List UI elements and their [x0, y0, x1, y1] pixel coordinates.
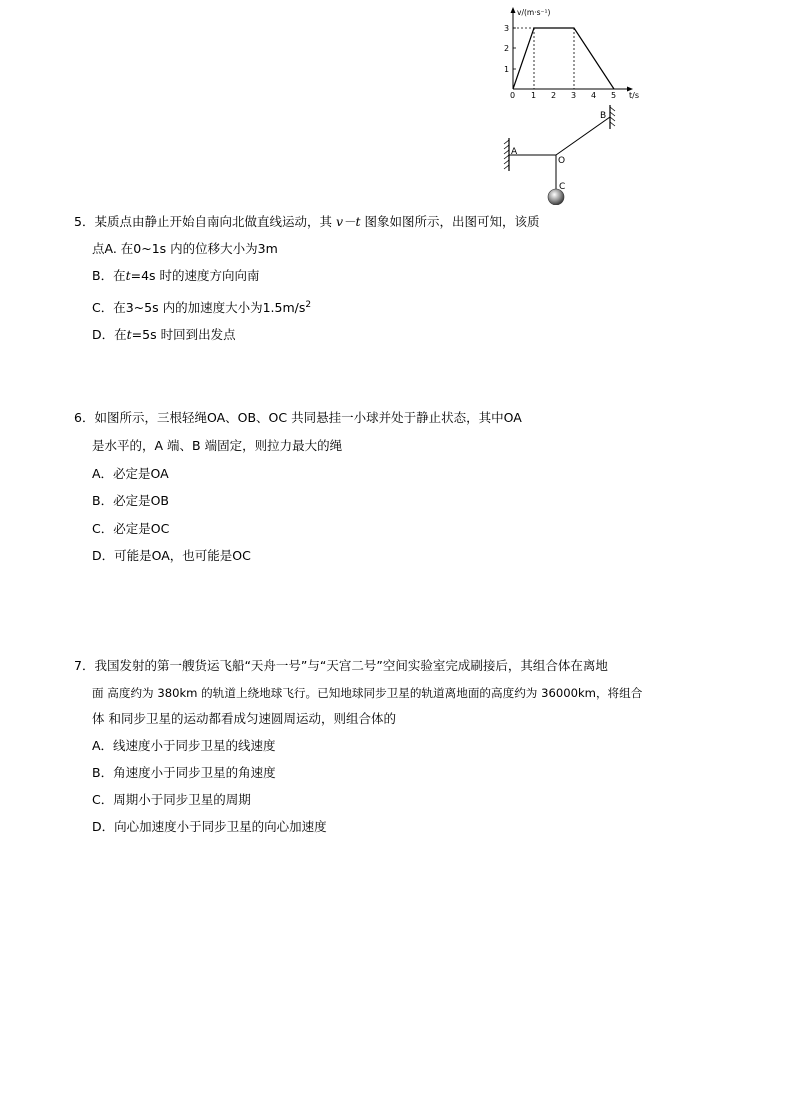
q5-option-c	[92, 300, 311, 316]
rope-ob	[556, 117, 610, 155]
vt-xtick-label-1: 1	[531, 91, 537, 100]
label-a: A	[511, 147, 518, 157]
q7-option-b: B．角速度小于同步卫星的角速度	[92, 765, 276, 780]
q5-option-d	[92, 327, 236, 343]
q7-line3: 体 和同步卫星的运动都看成匀速圆周运动，则组合体的	[92, 711, 396, 726]
vt-y-label: v/(m·s⁻¹)	[517, 8, 551, 17]
q5-option-c-main: C．在3~5s 内的加速度大小为1.5m/s	[92, 300, 306, 315]
q5-stem	[74, 214, 540, 230]
label-o: O	[558, 156, 566, 166]
vt-xtick-label-2: 2	[551, 91, 557, 100]
q5-option-d-var: t	[126, 327, 132, 342]
q7-stem: 7．我国发射的第一艘货运飞船“天舟一号”与“天宫二号”空间实验室完成刷接后，其组合体在离地	[74, 658, 608, 673]
vt-ytick-label-2: 2	[504, 44, 510, 53]
q5-option-d-suffix: =5s 时回到出发点	[131, 327, 236, 342]
q7-option-c: C．周期小于同步卫星的周期	[92, 792, 251, 807]
right-wall-hatch	[610, 107, 615, 126]
left-wall-hatch	[504, 140, 509, 169]
q5-line2: 点A. 在0~1s 内的位移大小为3m	[92, 241, 278, 256]
vt-curve	[513, 28, 614, 89]
vt-ytick-label-3: 3	[504, 24, 510, 33]
label-b: B	[600, 111, 607, 121]
q6-option-c: C．必定是OC	[92, 521, 170, 536]
vt-xtick-label-3: 3	[571, 91, 577, 100]
vt-xtick-label-0: 0	[510, 91, 516, 100]
vt-xtick-label-5: 5	[611, 91, 617, 100]
label-c: C	[559, 182, 566, 192]
q5-option-b-var: t	[125, 268, 131, 283]
vt-y-arrow	[511, 7, 516, 13]
q5-option-d-prefix: D．在	[92, 327, 127, 342]
q6-stem: 6．如图所示，三根轻绳OA、OB、OC 共同悬挂一小球并处于静止状态，其中OA	[74, 410, 522, 425]
vt-xtick-label-4: 4	[591, 91, 597, 100]
rope-diagram	[500, 105, 630, 205]
q6-option-b: B．必定是OB	[92, 493, 169, 508]
vt-x-label: t/s	[629, 91, 639, 100]
q6-option-a: A．必定是OA	[92, 466, 169, 481]
q5-option-c-sup: 2	[305, 299, 312, 310]
q7-option-a: A．线速度小于同步卫星的线速度	[92, 738, 276, 753]
q5-option-b	[92, 268, 260, 284]
q7-line2: 面 高度约为 380km 的轨道上绕地球飞行。已知地球同步卫星的轨道离地面的高度约为 36000km，将组合	[92, 686, 643, 700]
q5-stem-prefix: 5．某质点由静止开始自南向北做直线运动，其	[74, 214, 332, 229]
q5-option-b-prefix: B．在	[92, 268, 126, 283]
q5-option-b-suffix: =4s 时的速度方向向南	[130, 268, 260, 283]
q6-option-d: D．可能是OA，也可能是OC	[92, 548, 251, 563]
q5-stem-var: v－t	[335, 214, 361, 229]
q5-stem-suffix: 图象如图所示，出图可知，该质	[364, 214, 540, 229]
vt-ytick-label-1: 1	[504, 65, 510, 74]
q6-line2: 是水平的，A 端、B 端固定，则拉力最大的绳	[92, 438, 343, 453]
q7-option-d: D．向心加速度小于同步卫星的向心加速度	[92, 819, 327, 834]
vt-graph	[500, 5, 650, 105]
